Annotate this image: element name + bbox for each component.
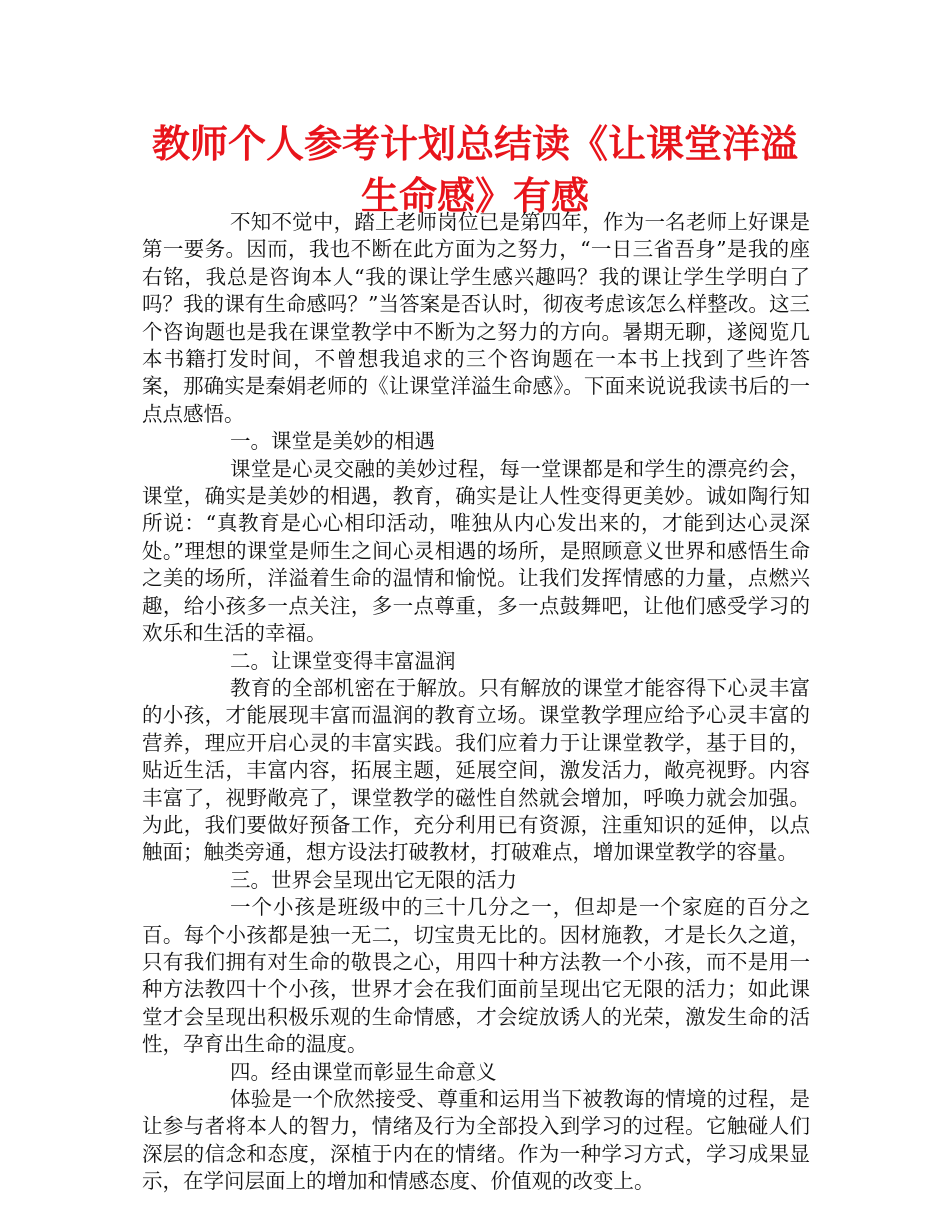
document-title: 教师个人参考计划总结读《让课堂洋溢生命感》有感: [151, 122, 798, 218]
section-heading-3: 三。世界会呈现出它无限的活力: [230, 867, 517, 892]
document-body: [142, 209, 810, 1196]
paragraph-section-3: 一个小孩是班级中的三十几分之一，但却是一个家庭的百分之百。每个小孩都是独一无二，切宝贵无比的。因材施教，才是长久之道，只有我们拥有对生命的敬畏之心，用四十种方法教一个小孩，而不是用一种方法教四十个小孩，世界才会在我们面前呈现出它无限的活力；如此课堂才会呈现出积极乐观的生命情感，才会绽放诱人的光荣，激发生命的活性，孕育出生命的温度。: [142, 895, 810, 1057]
section-heading-4: 四。经由课堂而彰显生命意义: [230, 1059, 497, 1084]
paragraph-section-2: 教育的全部机密在于解放。只有解放的课堂才能容得下心灵丰富的小孩，才能展现丰富而温润的教育立场。课堂教学理应给予心灵丰富的营养，理应开启心灵的丰富实践。我们应着力于让课堂教学，基于目的，贴近生活，丰富内容，拓展主题，延展空间，激发活力，敞亮视野。内容丰富了，视野敞亮了，课堂教学的磁性自然就会增加，呼唤力就会加强。为此，我们要做好预备工作，充分利用已有资源，注重知识的延伸，以点触面；触类旁通，想方设法打破教材，打破难点，增加课堂教学的容量。: [142, 675, 810, 865]
paragraph-section-4: 体验是一个欣然接受、尊重和运用当下被教诲的情境的过程，是让参与者将本人的智力，情绪及行为全部投入到学习的过程。它触碰人们深层的信念和态度，深植于内在的情绪。作为一种学习方式，学习成果显示，在学问层面上的增加和情感态度、价值观的改变上。: [142, 1087, 810, 1194]
section-heading-1: 一。课堂是美妙的相遇: [230, 429, 435, 454]
paragraph-section-1: 课堂是心灵交融的美妙过程，每一堂课都是和学生的漂亮约会，课堂，确实是美妙的相遇，教育，确实是让人性变得更美妙。诚如陶行知所说：“真教育是心心相印活动，唯独从内心发出来的，才能到达心灵深处。”理想的课堂是师生之间心灵相遇的场所，是照顾意义世界和感悟生命之美的场所，洋溢着生命的温情和愉悦。让我们发挥情感的力量，点燃兴趣，给小孩多一点关注，多一点尊重，多一点鼓舞吧，让他们感受学习的欢乐和生活的幸福。: [142, 456, 810, 646]
paragraph-intro: 不知不觉中，踏上老师岗位已是第四年，作为一名老师上好课是第一要务。因而，我也不断在此方面为之努力，“一日三省吾身”是我的座右铭，我总是咨询本人“我的课让学生感兴趣吗？我的课让学生学明白了吗？我的课有生命感吗？”当答案是否认时，彻夜考虑该怎么样整改。这三个咨询题也是我在课堂教学中不断为之努力的方向。暑期无聊，遂阅览几本书籍打发时间，不曾想我追求的三个咨询题在一本书上找到了些许答案，那确实是秦娟老师的《让课堂洋溢生命感》。下面来说说我读书后的一点点感悟。: [142, 210, 810, 426]
section-heading-2: 二。让课堂变得丰富温润: [230, 648, 456, 673]
